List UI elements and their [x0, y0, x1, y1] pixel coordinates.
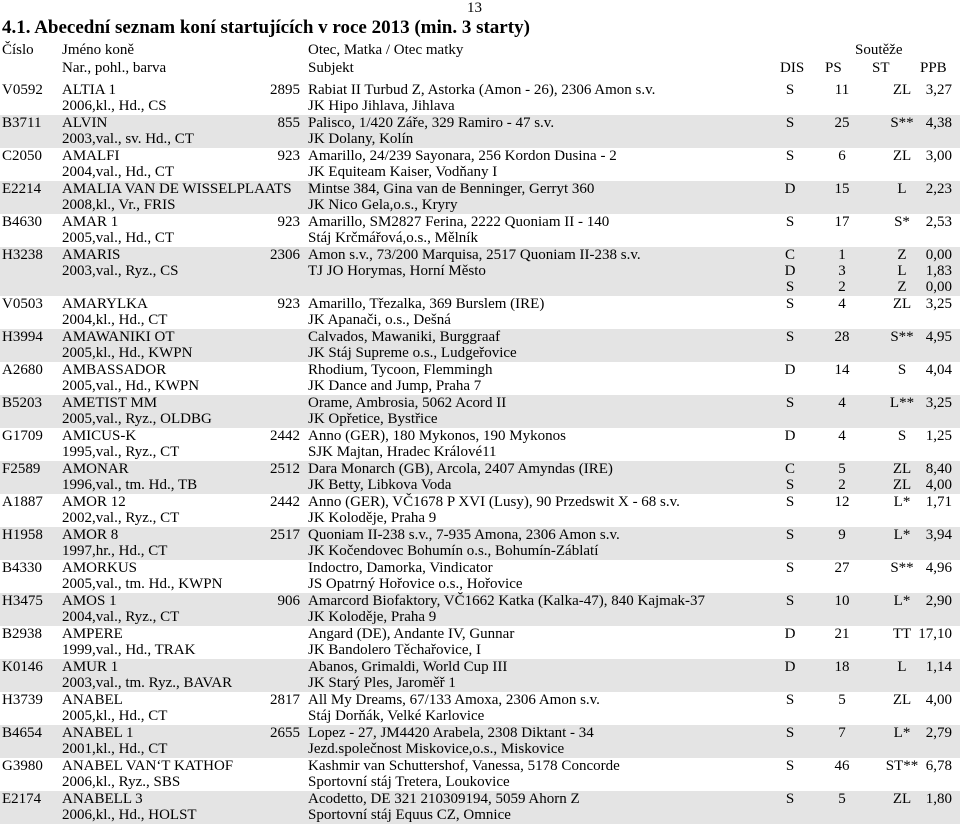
sire-number: 2442 — [270, 428, 300, 444]
birth-sex-color: 2003,val., tm. Ryz., BAVAR — [62, 675, 233, 691]
sire-number: 855 — [277, 115, 300, 131]
table-row — [0, 362, 960, 395]
horse-id: H3739 — [2, 692, 43, 708]
result-ps: 25 — [834, 115, 850, 131]
birth-sex-color: 1997,hr., Hd., CT — [62, 543, 168, 559]
result-dis: S — [785, 527, 795, 543]
result-dis: S — [785, 115, 795, 131]
birth-sex-color: 2005,kl., Hd., CT — [62, 708, 168, 724]
result-ps: 7 — [838, 725, 846, 741]
result-line — [770, 362, 960, 378]
result-dis: S — [785, 725, 795, 741]
result-ppb: 0,00 — [925, 279, 952, 295]
result-ppb: 4,96 — [925, 560, 952, 576]
header-otec: Otec, Matka / Otec matky — [308, 42, 464, 58]
page-title: 4.1. Abecední seznam koní startujících v roce 2013 (min. 3 starty) — [2, 17, 530, 38]
result-ps: 6 — [838, 148, 846, 164]
owner-subject: Stáj Krčmářová,o.s., Mělník — [308, 230, 478, 246]
result-st: ZL — [892, 82, 912, 98]
horse-id: H3994 — [2, 329, 43, 345]
birth-sex-color: 2006,kl., Hd., HOLST — [62, 807, 197, 823]
result-line — [770, 791, 960, 807]
horse-id: H3475 — [2, 593, 43, 609]
sire-number: 2517 — [270, 527, 300, 543]
horse-id: B3711 — [2, 115, 42, 131]
birth-sex-color: 2005,val., Ryz., OLDBG — [62, 411, 212, 427]
result-line — [770, 82, 960, 98]
result-line — [770, 692, 960, 708]
horse-name: AMOR 8 — [62, 527, 119, 543]
horse-name: ALTIA 1 — [62, 82, 117, 98]
horse-name: ANABEL VAN‘T KATHOF — [62, 758, 234, 774]
horse-id: A1887 — [2, 494, 43, 510]
horse-name: ANABEL — [62, 692, 123, 708]
result-dis: S — [785, 758, 795, 774]
parentage: Amon s.v., 73/200 Marquisa, 2517 Quoniam II-238 s.v. — [308, 247, 641, 263]
header-ppb: PPB — [920, 60, 947, 76]
table-row — [0, 725, 960, 758]
result-ppb: 3,25 — [925, 395, 952, 411]
parentage: Amarillo, Třezalka, 369 Burslem (IRE) — [308, 296, 545, 312]
result-st: L* — [893, 593, 911, 609]
result-st: ZL — [892, 461, 912, 477]
result-ppb: 6,78 — [925, 758, 952, 774]
result-dis: S — [785, 477, 795, 493]
sire-number: 923 — [277, 296, 300, 312]
result-ps: 12 — [834, 494, 850, 510]
header-ps: PS — [825, 60, 842, 76]
result-ppb: 1,71 — [925, 494, 952, 510]
result-line — [770, 758, 960, 774]
owner-subject: JK Starý Ples, Jaroměř 1 — [308, 675, 456, 691]
sire-number: 2895 — [270, 82, 300, 98]
horse-name: AMPERE — [62, 626, 123, 642]
result-ppb: 4,00 — [925, 477, 952, 493]
parentage: Dara Monarch (GB), Arcola, 2407 Amyndas (IRE) — [308, 461, 613, 477]
sire-number: 923 — [277, 214, 300, 230]
owner-subject: JK Stáj Supreme o.s., Ludgeřovice — [308, 345, 517, 361]
horse-id: K0146 — [2, 659, 43, 675]
horse-name: AMETIST MM — [62, 395, 158, 411]
owner-subject: TJ JO Horymas, Horní Město — [308, 263, 486, 279]
parentage: Calvados, Mawaniki, Burggraaf — [308, 329, 501, 345]
result-dis: D — [784, 362, 796, 378]
result-ppb: 3,27 — [925, 82, 952, 98]
birth-sex-color: 2004,val., Hd., CT — [62, 164, 175, 180]
result-line — [770, 477, 960, 493]
birth-sex-color: 2001,kl., Hd., CT — [62, 741, 168, 757]
result-st: L — [897, 181, 907, 197]
horse-id: H3238 — [2, 247, 43, 263]
result-line — [770, 395, 960, 411]
table-row — [0, 428, 960, 461]
result-dis: C — [784, 461, 795, 477]
result-ps: 2 — [838, 279, 846, 295]
horse-name: AMARIS — [62, 247, 121, 263]
result-ps: 4 — [838, 296, 846, 312]
owner-subject: Sportovní stáj Equus CZ, Omnice — [308, 807, 511, 823]
result-dis: S — [785, 148, 795, 164]
result-dis: S — [785, 560, 795, 576]
parentage: Anno (GER), VČ1678 P XVI (Lusy), 90 Przedswit X - 68 s.v. — [308, 494, 680, 510]
sire-number: 2306 — [270, 247, 300, 263]
result-ps: 21 — [834, 626, 850, 642]
result-ps: 28 — [834, 329, 850, 345]
table-row — [0, 247, 960, 296]
horse-id: B4630 — [2, 214, 43, 230]
result-ps: 5 — [838, 461, 846, 477]
result-st: L* — [893, 725, 911, 741]
horse-name: AMORKUS — [62, 560, 138, 576]
result-ps: 10 — [834, 593, 850, 609]
header-subjekt: Subjekt — [308, 60, 354, 76]
result-ps: 2 — [838, 477, 846, 493]
result-st: L — [897, 659, 907, 675]
result-ps: 4 — [838, 395, 846, 411]
result-ppb: 17,10 — [918, 626, 952, 642]
result-st: Z — [897, 247, 907, 263]
result-ps: 15 — [834, 181, 850, 197]
birth-sex-color: 1995,val., Ryz., CT — [62, 444, 180, 460]
horse-name: AMALFI — [62, 148, 120, 164]
owner-subject: JS Opatrný Hořovice o.s., Hořovice — [308, 576, 523, 592]
birth-sex-color: 2006,kl., Ryz., SBS — [62, 774, 181, 790]
result-line — [770, 181, 960, 197]
horse-name: AMOS 1 — [62, 593, 117, 609]
birth-sex-color: 2004,kl., Hd., CT — [62, 312, 168, 328]
parentage: Amarcord Biofaktory, VČ1662 Katka (Kalka-47), 840 Kajmak-37 — [308, 593, 705, 609]
horse-name: AMONAR — [62, 461, 129, 477]
horse-id: G3980 — [2, 758, 43, 774]
horse-id: A2680 — [2, 362, 43, 378]
owner-subject: Stáj Dorňák, Velké Karlovice — [308, 708, 485, 724]
owner-subject: JK Apanači, o.s., Dešná — [308, 312, 451, 328]
result-line — [770, 279, 960, 295]
result-dis: S — [785, 791, 795, 807]
result-st: L** — [889, 395, 915, 411]
table-row — [0, 82, 960, 115]
result-line — [770, 593, 960, 609]
result-line — [770, 214, 960, 230]
result-ppb: 4,04 — [925, 362, 952, 378]
result-ppb: 2,53 — [925, 214, 952, 230]
horse-name: AMARYLKA — [62, 296, 148, 312]
owner-subject: JK Hipo Jihlava, Jihlava — [308, 98, 455, 114]
result-line — [770, 494, 960, 510]
parentage: Palisco, 1/420 Záře, 329 Ramiro - 47 s.v. — [308, 115, 555, 131]
table-row — [0, 692, 960, 725]
result-dis: S — [785, 279, 795, 295]
result-st: S* — [894, 214, 910, 230]
result-line — [770, 560, 960, 576]
header-jmeno: Jméno koně — [62, 42, 135, 58]
result-ps: 1 — [838, 247, 846, 263]
result-ps: 14 — [834, 362, 850, 378]
result-st: Z — [897, 279, 907, 295]
owner-subject: JK Nico Gela,o.s., Kryry — [308, 197, 458, 213]
result-st: ZL — [892, 477, 912, 493]
birth-sex-color: 2003,val., Ryz., CS — [62, 263, 179, 279]
result-line — [770, 626, 960, 642]
result-ppb: 4,95 — [925, 329, 952, 345]
result-dis: D — [784, 626, 796, 642]
horse-id: B4330 — [2, 560, 43, 576]
result-line — [770, 527, 960, 543]
horse-id: V0592 — [2, 82, 43, 98]
result-dis: D — [784, 181, 796, 197]
table-row — [0, 296, 960, 329]
result-dis: S — [785, 494, 795, 510]
horse-name: AMICUS-K — [62, 428, 137, 444]
owner-subject: JK Koloděje, Praha 9 — [308, 510, 437, 526]
result-ps: 46 — [834, 758, 850, 774]
result-ppb: 4,00 — [925, 692, 952, 708]
horse-id: B4654 — [2, 725, 43, 741]
table-row — [0, 758, 960, 791]
birth-sex-color: 2005,val., tm. Hd., KWPN — [62, 576, 223, 592]
birth-sex-color: 2006,kl., Hd., CS — [62, 98, 167, 114]
sire-number: 923 — [277, 148, 300, 164]
table-row — [0, 461, 960, 494]
horse-id: E2214 — [2, 181, 42, 197]
horse-id: G1709 — [2, 428, 43, 444]
table-row — [0, 593, 960, 626]
owner-subject: JK Opřetice, Bystřice — [308, 411, 438, 427]
table-row — [0, 148, 960, 181]
owner-subject: JK Dolany, Kolín — [308, 131, 414, 147]
horse-id: H1958 — [2, 527, 43, 543]
parentage: Amarillo, SM2827 Ferina, 2222 Quoniam II - 140 — [308, 214, 610, 230]
parentage: Acodetto, DE 321 210309194, 5059 Ahorn Z — [308, 791, 580, 807]
horse-name: ALVIN — [62, 115, 108, 131]
result-ppb: 4,38 — [925, 115, 952, 131]
result-ps: 5 — [838, 791, 846, 807]
result-st: S** — [890, 560, 914, 576]
owner-subject: JK Koloděje, Praha 9 — [308, 609, 437, 625]
result-ppb: 2,79 — [925, 725, 952, 741]
horse-name: AMBASSADOR — [62, 362, 167, 378]
table-row — [0, 626, 960, 659]
parentage: Kashmir van Schuttershof, Vanessa, 5178 Concorde — [308, 758, 620, 774]
parentage: Rabiat II Turbud Z, Astorka (Amon - 26), 2306 Amon s.v. — [308, 82, 656, 98]
owner-subject: JK Equiteam Kaiser, Vodňany I — [308, 164, 498, 180]
table-row — [0, 659, 960, 692]
header-soutez: Soutěže — [855, 42, 903, 58]
horse-name: AMUR 1 — [62, 659, 119, 675]
result-ppb: 0,00 — [925, 247, 952, 263]
parentage: Rhodium, Tycoon, Flemmingh — [308, 362, 493, 378]
header-narpohl: Nar., pohl., barva — [62, 60, 167, 76]
result-st: ZL — [892, 791, 912, 807]
result-line — [770, 148, 960, 164]
result-ppb: 1,14 — [925, 659, 952, 675]
birth-sex-color: 2004,val., Ryz., CT — [62, 609, 180, 625]
birth-sex-color: 1999,val., Hd., TRAK — [62, 642, 196, 658]
table-row — [0, 214, 960, 247]
header-dis: DIS — [780, 60, 805, 76]
result-st: TT — [892, 626, 912, 642]
result-st: S — [897, 362, 907, 378]
parentage: All My Dreams, 67/133 Amoxa, 2306 Amon s.v. — [308, 692, 600, 708]
horse-id: F2589 — [2, 461, 41, 477]
parentage: Abanos, Grimaldi, World Cup III — [308, 659, 508, 675]
horse-name: AMOR 12 — [62, 494, 126, 510]
owner-subject: Sportovní stáj Tretera, Loukovice — [308, 774, 510, 790]
birth-sex-color: 1996,val., tm. Hd., TB — [62, 477, 198, 493]
horse-id: B5203 — [2, 395, 43, 411]
result-st: L* — [893, 494, 911, 510]
birth-sex-color: 2008,kl., Vr., FRIS — [62, 197, 176, 213]
sire-number: 2512 — [270, 461, 300, 477]
parentage: Anno (GER), 180 Mykonos, 190 Mykonos — [308, 428, 566, 444]
horse-name: AMAWANIKI OT — [62, 329, 175, 345]
table-row — [0, 791, 960, 824]
result-dis: S — [785, 329, 795, 345]
result-ppb: 3,94 — [925, 527, 952, 543]
result-dis: S — [785, 395, 795, 411]
table-row — [0, 395, 960, 428]
owner-subject: SJK Majtan, Hradec Králové11 — [308, 444, 497, 460]
result-ps: 4 — [838, 428, 846, 444]
result-st: L* — [893, 527, 911, 543]
result-ppb: 1,25 — [925, 428, 952, 444]
parentage: Orame, Ambrosia, 5062 Acord II — [308, 395, 507, 411]
result-line — [770, 247, 960, 263]
birth-sex-color: 2003,val., sv. Hd., CT — [62, 131, 194, 147]
result-ppb: 8,40 — [925, 461, 952, 477]
result-line — [770, 115, 960, 131]
result-ppb: 3,25 — [925, 296, 952, 312]
result-dis: D — [784, 428, 796, 444]
result-dis: S — [785, 692, 795, 708]
result-ppb: 2,23 — [925, 181, 952, 197]
horse-name: AMAR 1 — [62, 214, 119, 230]
owner-subject: Jezd.společnost Miskovice,o.s., Miskovice — [308, 741, 565, 757]
birth-sex-color: 2005,val., Hd., KWPN — [62, 378, 200, 394]
header-cislo: Číslo — [2, 42, 34, 58]
parentage: Indoctro, Damorka, Vindicator — [308, 560, 493, 576]
result-dis: D — [784, 659, 796, 675]
horse-name: AMALIA VAN DE WISSELPLAATS — [62, 181, 292, 197]
table-row — [0, 494, 960, 527]
table-row — [0, 527, 960, 560]
result-dis: S — [785, 214, 795, 230]
result-ppb: 1,83 — [925, 263, 952, 279]
parentage: Quoniam II-238 s.v., 7-935 Amona, 2306 Amon s.v. — [308, 527, 620, 543]
sire-number: 2442 — [270, 494, 300, 510]
result-line — [770, 428, 960, 444]
result-line — [770, 725, 960, 741]
result-ps: 27 — [834, 560, 850, 576]
owner-subject: JK Betty, Libkova Voda — [308, 477, 452, 493]
result-dis: S — [785, 296, 795, 312]
result-line — [770, 329, 960, 345]
result-st: S** — [890, 329, 914, 345]
result-dis: C — [784, 247, 795, 263]
parentage: Lopez - 27, JM4420 Arabela, 2308 Diktant - 34 — [308, 725, 594, 741]
result-line — [770, 461, 960, 477]
horse-id: E2174 — [2, 791, 42, 807]
horse-id: B2938 — [2, 626, 43, 642]
result-ps: 5 — [838, 692, 846, 708]
sire-number: 2655 — [270, 725, 300, 741]
birth-sex-color: 2005,val., Hd., CT — [62, 230, 175, 246]
result-dis: S — [785, 593, 795, 609]
owner-subject: JK Dance and Jump, Praha 7 — [308, 378, 482, 394]
birth-sex-color: 2002,val., Ryz., CT — [62, 510, 180, 526]
owner-subject: JK Kočendovec Bohumín o.s., Bohumín-Záblatí — [308, 543, 599, 559]
result-ppb: 1,80 — [925, 791, 952, 807]
result-ppb: 3,00 — [925, 148, 952, 164]
header-st: ST — [872, 60, 890, 76]
horse-id: V0503 — [2, 296, 43, 312]
birth-sex-color: 2005,kl., Hd., KWPN — [62, 345, 193, 361]
owner-subject: JK Bandolero Těchařovice, I — [308, 642, 481, 658]
horse-name: ANABELL 3 — [62, 791, 143, 807]
parentage: Angard (DE), Andante IV, Gunnar — [308, 626, 515, 642]
result-line — [770, 659, 960, 675]
result-st: ZL — [892, 692, 912, 708]
table-row — [0, 560, 960, 593]
result-line — [770, 263, 960, 279]
table-row — [0, 115, 960, 148]
horse-id: C2050 — [2, 148, 43, 164]
result-ps: 18 — [834, 659, 850, 675]
result-dis: D — [784, 263, 796, 279]
result-st: ZL — [892, 148, 912, 164]
result-dis: S — [785, 82, 795, 98]
table-row — [0, 329, 960, 362]
table-row — [0, 181, 960, 214]
result-st: ST** — [885, 758, 919, 774]
result-ps: 9 — [838, 527, 846, 543]
parentage: Amarillo, 24/239 Sayonara, 256 Kordon Dusina - 2 — [308, 148, 617, 164]
result-st: L — [897, 263, 907, 279]
sire-number: 906 — [277, 593, 300, 609]
result-st: S** — [890, 115, 914, 131]
table-header — [0, 42, 960, 82]
result-st: S — [897, 428, 907, 444]
page-number: 13 — [467, 0, 482, 16]
result-ps: 17 — [834, 214, 850, 230]
result-line — [770, 296, 960, 312]
parentage: Mintse 384, Gina van de Benninger, Gerryt 360 — [308, 181, 595, 197]
result-st: ZL — [892, 296, 912, 312]
horse-name: ANABEL 1 — [62, 725, 134, 741]
result-ps: 11 — [834, 82, 850, 98]
result-ps: 3 — [838, 263, 846, 279]
sire-number: 2817 — [270, 692, 300, 708]
result-ppb: 2,90 — [925, 593, 952, 609]
